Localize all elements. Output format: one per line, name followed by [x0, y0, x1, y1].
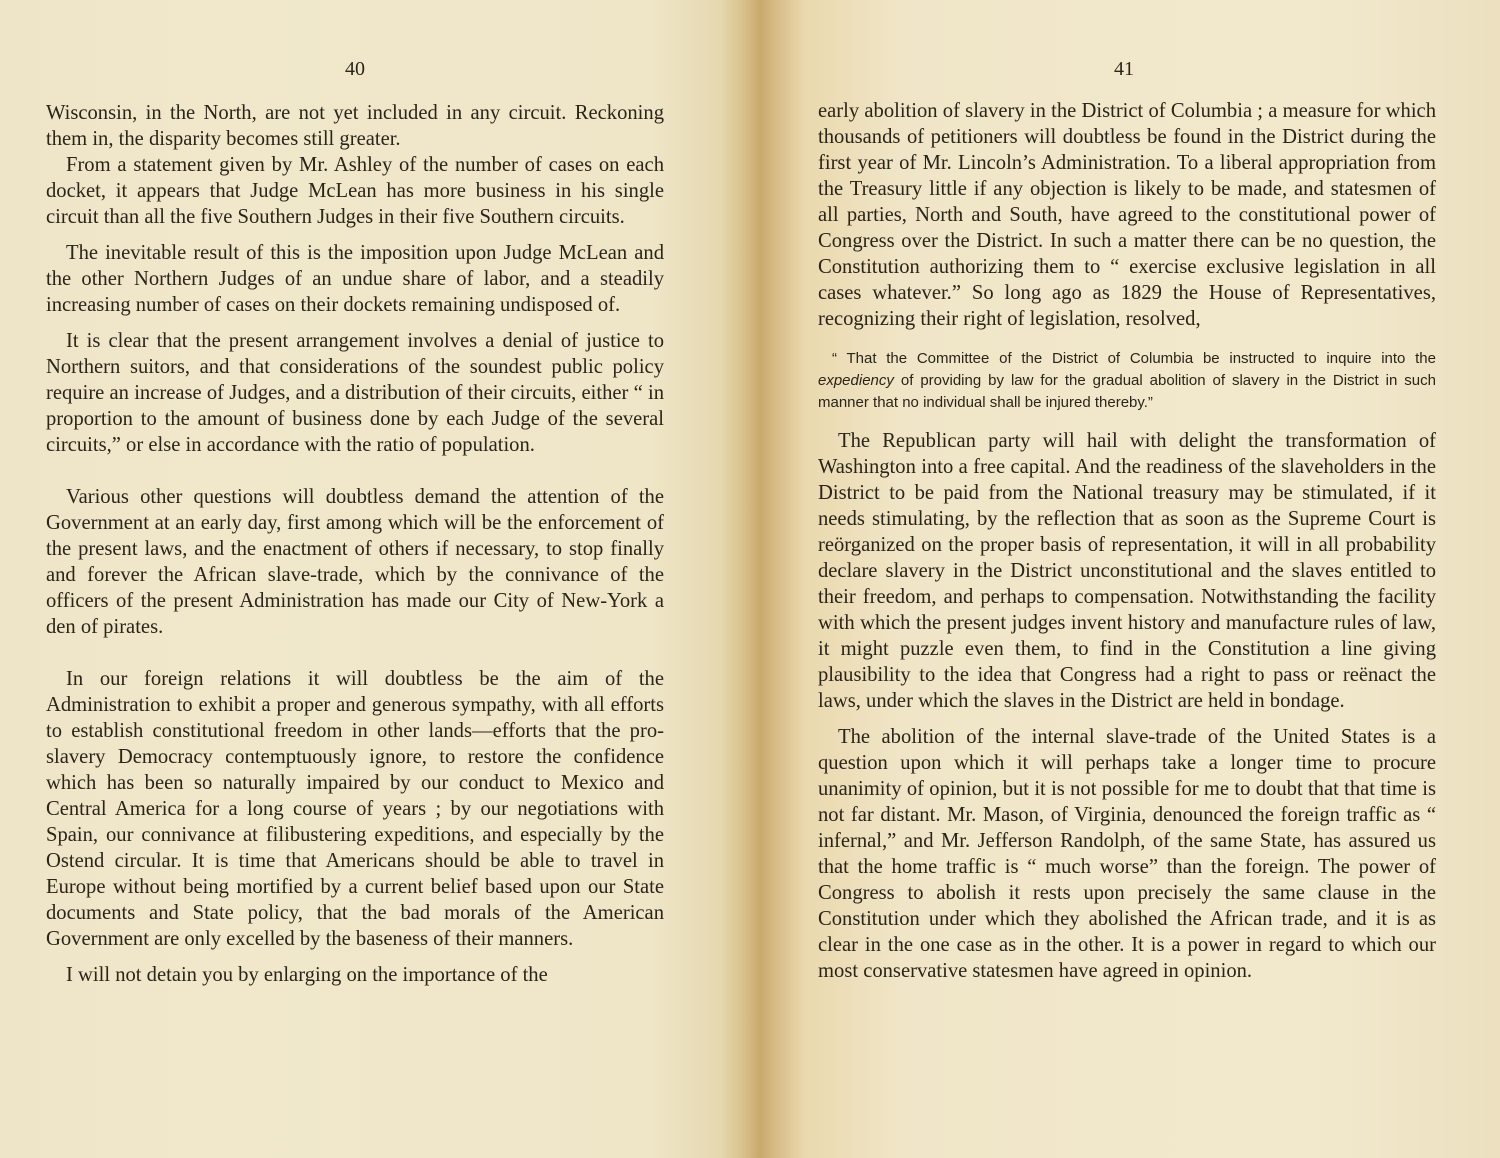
quote-text: of providing by law for the gradual abolition of slavery in the District in such manner that no individual shall be injured thereby.” — [818, 372, 1436, 411]
page-body — [818, 98, 1436, 984]
paragraph: Wisconsin, in the North, are not yet included in any circuit. Reckoning them in, the disparity becomes still greater. — [46, 102, 664, 150]
paragraph: early abolition of slavery in the District of Columbia ; a measure for which thousands of petitioners will doubtless be found in the District during the first year of Mr. Lincoln’s Administration. To a liberal appropriation from the Treasury little if any objection is likely to be made, and statesmen of all parties, North and South, have agreed to the constitutional power of Congress over the District. In such a matter there can be no question, the Constitution authorizing them to “ exercise exclusive legislation in all cases whatever.” So long ago as 1829 the House of Representatives, recognizing their right of legislation, resolved, — [818, 100, 1436, 330]
quote-text: “ That the Committee of the District of Columbia be instructed to inquire into the — [832, 350, 1436, 367]
paragraph: The abolition of the internal slave-trade of the United States is a question upon which it will perhaps take a longer time to procure unanimity of opinion, but it is not possible for me to doubt that that time is not far distant. Mr. Mason, of Virginia, denounced the foreign traffic as “ infernal,” and Mr. Jefferson Randolph, of the same State, has assured us that the home traffic is “ much worse” than the foreign. The power of Congress to abolish it rests upon precisely the same clause in the Constitution under which they abolished the African trade, and it is as clear in the one case as in the other. It is a power in regard to which our most conservative statesmen have agreed in opinion. — [818, 726, 1436, 982]
page-body — [46, 100, 664, 988]
page-number: 40 — [345, 58, 365, 80]
paragraph: The inevitable result of this is the imposition upon Judge McLean and the other Northern Judges of an undue share of labor, and a steadily increasing number of cases on their dockets remaining undisposed of. — [46, 242, 664, 316]
paragraph: In our foreign relations it will doubtless be the aim of the Administration to exhibit a proper and generous sympathy, with all efforts to establish constitutional freedom in other lands—efforts that the pro-slavery Democracy contemptuously ignore, to restore the confidence which has been so naturally impaired by our conduct to Mexico and Central America for a long course of years ; by our negotiations with Spain, our connivance at filibustering expeditions, and especially by the Ostend circular. It is time that Americans should be able to travel in Europe without being mortified by a current belief based upon our State documents and State policy, that the bad morals of the American Government are only excelled by the baseness of their manners. — [46, 668, 664, 950]
paragraph: Various other questions will doubtless demand the attention of the Government at an early day, first among which will be the enforcement of the present laws, and the enactment of others if necessary, to stop finally and forever the African slave-trade, which by the connivance of the officers of the present Administration has made our City of New-York a den of pirates. — [46, 486, 664, 638]
right-page — [770, 0, 1500, 1158]
left-page — [0, 0, 740, 1158]
paragraph: I will not detain you by enlarging on the importance of the — [66, 964, 548, 986]
block-quote — [818, 348, 1436, 414]
paragraph: It is clear that the present arrangement involves a denial of justice to Northern suitors, and that considerations of the soundest public policy require an increase of Judges, and a distribution of their circuits, either “ in proportion to the amount of business done by each Judge of the several circuits,” or else in accordance with the ratio of population. — [46, 330, 664, 456]
page-number: 41 — [1114, 58, 1134, 80]
paragraph: From a statement given by Mr. Ashley of the number of cases on each docket, it appears that Judge McLean has more business in his single circuit than all the five Southern Judges in their five Southern circuits. — [46, 154, 664, 228]
paragraph: The Republican party will hail with delight the transformation of Washington into a free capital. And the readiness of the slaveholders in the District to be paid from the National treasury may be stimulated, if it needs stimulating, by the reflection that as soon as the Supreme Court is reörganized on the proper basis of representation, it will in all probability declare slavery in the District unconstitutional and the slaves entitled to their freedom, and perhaps to compensation. Notwithstanding the facility with which the present judges invent history and manufacture rules of law, it might puzzle even them, to find in the Constitution a line giving plausibility to the idea that Congress had a right to pass or reënact the laws, under which the slaves in the District are held in bondage. — [818, 430, 1436, 712]
quote-emphasis: expediency — [818, 372, 894, 389]
